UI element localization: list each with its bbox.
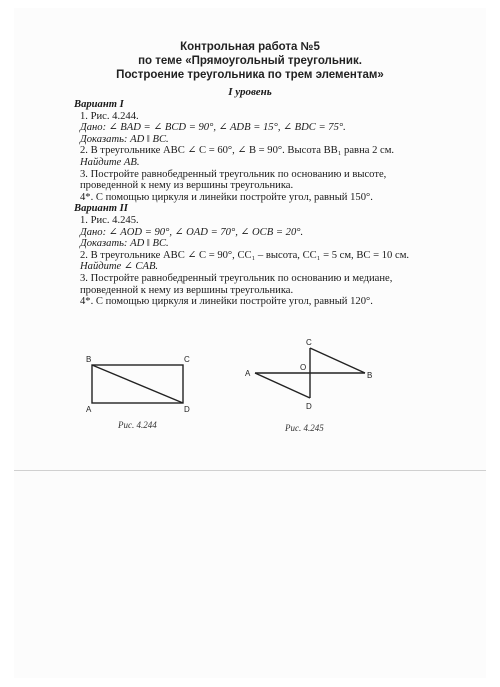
fig2-label-a: A — [245, 369, 251, 378]
fig1-label-d: D — [184, 405, 190, 414]
v2-problem-1-given: Дано: ∠ AOD = 90°, ∠ OAD = 70°, ∠ OCB = 20°. — [80, 226, 304, 238]
v1-problem-4-text: 4*. С помощью циркуля и линейки постройте угол, равный 150°. — [80, 191, 373, 203]
v1-problem-2-find: Найдите AB. — [80, 156, 140, 168]
fig1-label-a: A — [86, 405, 92, 414]
topic-line-1: по теме «Прямоугольный треугольник. — [138, 55, 362, 67]
v2-problem-4-text: 4*. С помощью циркуля и линейки постройте угол, равный 120°. — [80, 296, 373, 308]
v1-problem-1-prove: Доказать: AD ‖ BC. — [80, 133, 169, 145]
fig2-label-c: C — [306, 338, 312, 347]
document-title: Контрольная работа №5 — [180, 41, 320, 53]
v1-problem-2-text: 2. В треугольнике ABC ∠ C = 60°, ∠ B = 90°. Высота BB₁ равна 2 см. — [80, 145, 395, 157]
variant-2-title: Вариант II — [74, 203, 128, 215]
fig1-caption: Рис. 4.244 — [118, 420, 157, 430]
figure-4-245 — [255, 348, 365, 398]
v2-problem-2-text: 2. В треугольнике ABC ∠ C = 90°, CC₁ – высота, CC₁ = 5 см, BC = 10 см. — [80, 249, 410, 261]
fig2-label-d: D — [306, 402, 312, 411]
topic-line-2: Построение треугольника по трем элементам» — [116, 69, 384, 81]
v1-problem-3-text: 3. Постройте равнобедренный треугольник по основанию и высоте, проведенной к нему из вершины треугольника. — [80, 168, 387, 192]
v2-problem-2-find: Найдите ∠ CAB. — [80, 261, 159, 273]
diagonal-bd — [92, 365, 183, 403]
level-heading: I уровень — [228, 86, 272, 98]
v2-problem-3-text: 3. Постройте равнобедренный треугольник по основанию и медиане, проведенной к нему из вершины треугольника. — [80, 272, 393, 296]
fig2-caption: Рис. 4.245 — [285, 423, 324, 433]
segment-ad — [255, 373, 310, 398]
segment-cb — [310, 348, 365, 373]
fig1-label-b: B — [86, 355, 92, 364]
fig2-label-o: O — [300, 363, 307, 372]
v1-problem-1-given: Дано: ∠ BAD = ∠ BCD = 90°, ∠ ADB = 15°, ∠ BDC = 75°. — [80, 122, 346, 134]
figure-4-244 — [92, 365, 183, 403]
fig1-label-c: C — [184, 355, 190, 364]
v2-problem-1-prove: Доказать: AD ‖ BC. — [80, 238, 169, 250]
v1-problem-1-ref: 1. Рис. 4.244. — [80, 110, 139, 122]
v2-problem-1-ref: 1. Рис. 4.245. — [80, 214, 139, 226]
variant-1-title: Вариант I — [74, 99, 124, 110]
fig2-label-b: B — [367, 371, 373, 380]
